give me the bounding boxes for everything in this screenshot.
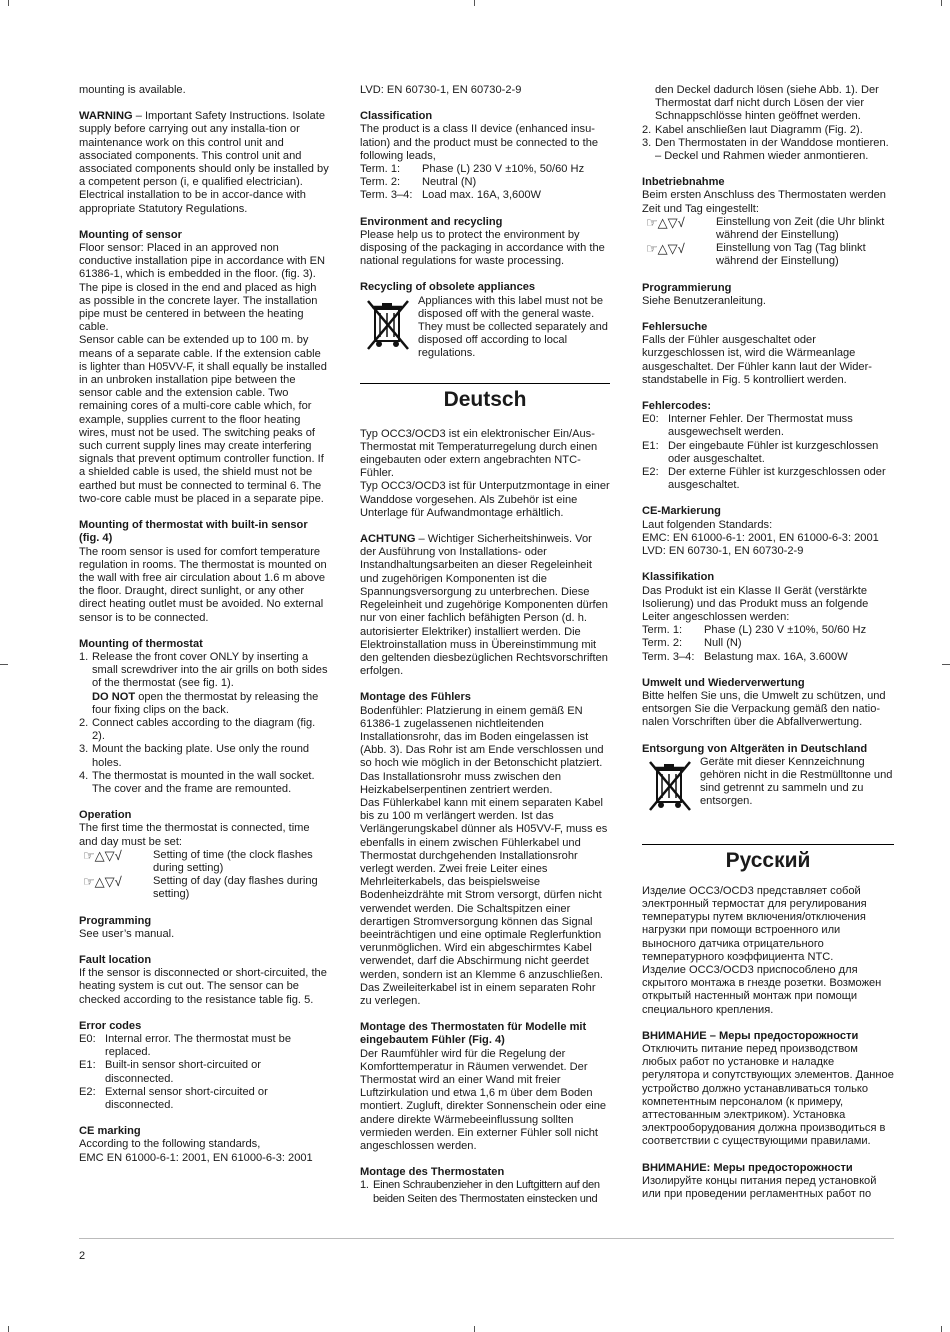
warning-paragraph xyxy=(79,110,331,216)
umwelt-paragraph: Bitte helfen Sie uns, die Umwelt zu schützen, und entsorgen Sie die Verpackung gemäß den natio-nalen Vorschriften über die Abfallverwertung. xyxy=(642,689,886,729)
de-mount-heading: Montage des Thermostaten xyxy=(360,1166,505,1179)
button-symbols-icon: ☞△▽√ xyxy=(646,214,685,230)
deutsch-heading: Deutsch xyxy=(360,383,610,412)
list-text: Einen Schraubenzieher in den Luftgittern auf den beiden Seiten des Thermostaten einstecken und xyxy=(373,1179,600,1205)
achtung-paragraph xyxy=(360,533,610,678)
list-item xyxy=(79,770,331,796)
terminal-row xyxy=(360,163,610,176)
list-number: 2. xyxy=(642,123,652,136)
list-item xyxy=(79,651,331,717)
list-text: Mount the backing plate. Use only the round holes. xyxy=(92,743,310,769)
list-text: open the thermostat by releasing the four fixing clips on the back. xyxy=(92,690,319,716)
terminal-value: Phase (L) 230 V ±10%, 50/60 Hz xyxy=(422,163,585,176)
warning-label: WARNING xyxy=(79,110,133,123)
intro-text: mounting is available. xyxy=(79,84,186,96)
recycling-text: Appliances with this label must not be disposed off with the general waste. They must be collected separately and disposed off according to local regulations. xyxy=(418,294,608,360)
terminal-label: Term. 2: xyxy=(360,176,401,189)
klassifikation-paragraph: Das Produkt ist ein Klasse II Gerät (verstärkte Isolierung) und das Produkt muss an folgende Leiter angeschlossen werden: xyxy=(642,584,869,623)
ce-lvd: LVD: EN 60730-1, EN 60730-2-9 xyxy=(642,545,804,558)
setting-day-row xyxy=(79,875,331,901)
column-english xyxy=(79,84,331,1165)
footer-divider xyxy=(79,1238,894,1239)
list-number: 3. xyxy=(79,743,89,756)
entsorgung-text: Geräte mit dieser Kennzeichnung gehören nicht in die Restmülltonne und sind getrennt zu sammeln und zu entsorgen. xyxy=(700,755,893,808)
environment-heading: Environment and recycling xyxy=(360,215,503,228)
terminal-value: Null (N) xyxy=(704,637,742,650)
crop-mark xyxy=(8,0,9,6)
terminal-row xyxy=(642,651,894,664)
fehlersuche-paragraph: Falls der Fühler ausgeschaltet oder kurzgeschlossen ist, wird die Wärmeanlage ausgeschaltet. Der Fühler kann laut der Wider-standstabelle in Fig. 5 kontrolliert werden. xyxy=(642,334,872,386)
list-number: 2. xyxy=(79,716,89,729)
error-code-item xyxy=(79,1086,331,1112)
de-intro-1: Typ OCC3/OCD3 ist ein elektronischer Ein/Aus-Thermostat mit Temperaturregelung durch einen eingebauten oder extern angebrachten NTC-Fühler. xyxy=(360,427,598,480)
crop-mark xyxy=(8,1326,9,1332)
ce-standards: EMC EN 61000-6-1: 2001, EN 61000-6-3: 2001 xyxy=(79,1151,313,1164)
fault-paragraph: If the sensor is disconnected or short-circuited, the heating system is cut out. The sensor can be checked according to the resistance table fig. 5. xyxy=(79,967,327,1006)
list-text: Release the front cover ONLY by inserting a small screwdriver into the air grills on both sides of the thermostat (see fig. 1). xyxy=(92,650,328,690)
terminal-value: Load max. 16A, 3,600W xyxy=(422,189,542,202)
ce-emc: EMC: EN 61000-6-1: 2001, EN 61000-6-3: 2001 xyxy=(642,531,879,544)
error-code: E1: xyxy=(79,1059,96,1072)
list-text: The thermostat is mounted in the wall socket. The cover and the frame are remounted. xyxy=(92,769,315,795)
setting-day-text: Setting of day (day flashes during setting) xyxy=(153,875,318,901)
de-mount-list xyxy=(360,1179,610,1205)
fuehler-heading: Montage des Fühlers xyxy=(360,691,471,704)
programming-text: See user’s manual. xyxy=(79,927,175,940)
setting-time-text: Setting of time (the clock flashes during setting) xyxy=(153,848,313,874)
error-text: Der eingebaute Fühler ist kurzgeschlossen oder ausgeschaltet. xyxy=(668,439,879,465)
ru-warning-paragraph-1: Отключить питание перед производством любых работ по установке и наладке регулятора и сопутствующих элементов. Данное устройство должно устанавливаться только компетентным персоналом (к примеру, аттестованным электриком). Установка электрооборудования должна производиться в соответствии с существующими правилами. xyxy=(642,1042,894,1148)
setting-day-text: Einstellung von Tag (Tag blinkt während der Einstellung) xyxy=(716,242,866,268)
do-not-label: DO NOT xyxy=(92,690,136,703)
setting-time-row xyxy=(642,216,894,242)
achtung-text: – Wichtiger Sicherheitshinweis. Vor der Ausführung von Installations- oder Instandhaltungsarbeiten an dieser Regeleinheit und zugehörigen Komponenten ist die Spannungsversorgung zu unterbrechen. Diese Regeleinheit und zugehörige Komponenten dürfen nur von einer fachlich befähigten Person (d. h. autorisierter Elektriker) installiert werden. Die Elektroinstallation muss in Übereinstimmung mit den geltenden diesbezüglichen Rechtsvorschriften erfolgen. xyxy=(360,533,608,678)
list-number: 1. xyxy=(79,650,89,663)
terminal-value: Neutral (N) xyxy=(422,176,477,189)
crop-mark xyxy=(474,1326,475,1332)
crossed-bin-icon xyxy=(360,295,418,353)
list-number: 3. xyxy=(642,136,652,149)
recycling-heading: Recycling of obsolete appliances xyxy=(360,281,536,294)
builtin-heading: Mounting of thermostat with built-in sensor (fig. 4) xyxy=(79,519,308,545)
list-number: 1. xyxy=(360,1179,369,1192)
programmierung-heading: Programmierung xyxy=(642,281,732,294)
crop-mark xyxy=(941,1326,942,1332)
error-text: External sensor short-circuited or disconnected. xyxy=(105,1085,268,1112)
de-mount-continued: den Deckel dadurch lösen (siehe Abb. 1). Der Thermostat darf nicht durch Lösen der vier Schnappschlösse hinten geöffnet werden. xyxy=(655,84,879,123)
recycling-block xyxy=(642,756,894,814)
ce-text: Laut folgenden Standards: xyxy=(642,518,773,531)
error-code: E0: xyxy=(642,413,659,426)
terminal-value: Belastung max. 16A, 3.600W xyxy=(704,650,848,663)
error-code-item xyxy=(642,440,894,466)
klassifikation-heading: Klassifikation xyxy=(642,571,715,584)
ce-markierung-heading: CE-Markierung xyxy=(642,505,721,518)
error-code: E2: xyxy=(79,1085,96,1098)
ru-warning-paragraph-2: Изолируйте концы питания перед установкой или при проведении регламентных работ по xyxy=(642,1174,877,1200)
de-builtin-paragraph: Der Raumfühler wird für die Regelung der Komforttemperatur in Räumen verwendet. Der Thermostat wird an einer Wand mit freier Luftzirkulation und etwa 1,6 m über dem Boden montiert. Zugluft, direkter Sonnenschein oder eine andere direkte Wärmebeeinflussung sollten vermieden werden. Ein externer Fühler soll nicht angeschlossen werden. xyxy=(360,1047,607,1153)
operation-paragraph: The first time the thermostat is connected, time and day must be set: xyxy=(79,822,310,848)
button-symbols-icon: ☞△▽√ xyxy=(83,847,122,863)
terminal-row xyxy=(360,176,610,189)
fehlercodes-heading: Fehlercodes: xyxy=(642,400,712,413)
column-english-german xyxy=(360,84,610,1206)
de-mount-list xyxy=(642,124,894,164)
list-item xyxy=(360,1179,610,1205)
programming-heading: Programming xyxy=(79,914,152,927)
crop-mark xyxy=(474,0,475,6)
terminal-label: Term. 1: xyxy=(642,624,683,637)
button-symbols-icon: ☞△▽√ xyxy=(646,241,685,257)
de-intro-2: Typ OCC3/OCD3 ist für Unterputzmontage in einer Wanddose vorgesehen. Als Zubehör ist eine Unterlage für Aufwandmontage erhältlich. xyxy=(360,480,610,519)
crop-mark xyxy=(942,664,950,665)
lvd-text: LVD: EN 60730-1, EN 60730-2-9 xyxy=(360,84,522,96)
sensor-paragraph-1: Floor sensor: Placed in an approved non conductive installation pipe in accordance with EN 61386-1, which is embedded in the floor. (fig. 3). The pipe is closed in the end and placed as high as possible in the concrete layer. The installation pipe must be centered in between the heating cable. xyxy=(79,242,326,334)
list-text: Connect cables according to the diagram (fig. 2). xyxy=(92,716,316,743)
crossed-bin-icon xyxy=(642,756,700,814)
crop-mark xyxy=(941,0,942,6)
entsorgung-heading: Entsorgung von Altgeräten in Deutschland xyxy=(642,742,868,755)
list-text: Kabel anschließen laut Diagramm (Fig. 2). xyxy=(655,123,863,136)
error-text: Internal error. The thermostat must be replaced. xyxy=(105,1033,292,1059)
list-item xyxy=(642,137,894,163)
terminal-row xyxy=(642,624,894,637)
terminal-row xyxy=(642,637,894,650)
error-code-item xyxy=(642,413,894,439)
programmierung-text: Siehe Benutzeranleitung. xyxy=(642,294,766,307)
terminal-label: Term. 3–4: xyxy=(642,650,695,663)
list-item xyxy=(79,743,331,769)
recycling-block xyxy=(360,295,610,361)
setting-day-row xyxy=(642,242,894,268)
ru-intro-1: Изделие OCC3/OCD3 представляет собой электронный термостат для регулирования температуры путем включения/отключения нагрузки при помощи встроенного или выносного датчика отрицательного температурного коэффициента NTC. xyxy=(642,884,867,963)
ru-warning-heading-1: ВНИМАНИЕ – Меры предосторожности xyxy=(642,1029,859,1042)
classification-heading: Classification xyxy=(360,110,433,123)
error-code-item xyxy=(642,466,894,492)
achtung-label: ACHTUNG xyxy=(360,533,416,546)
builtin-paragraph: The room sensor is used for comfort temperature regulation in rooms. The thermostat is mounted on the wall with free air circulation about 1.6 m above the floor. Draught, direct sunlight, or any other direct heating outlet must be avoided. No external sensor is to be connected. xyxy=(79,545,327,624)
mounting-list xyxy=(79,651,331,796)
error-code-item xyxy=(79,1033,331,1059)
operation-heading: Operation xyxy=(79,809,132,822)
error-code-item xyxy=(79,1059,331,1085)
inbetrieb-heading: Inbetriebnahme xyxy=(642,176,725,189)
classification-paragraph: The product is a class II device (enhanced insu-lation) and the product must be connected to the following leads, xyxy=(360,123,599,162)
fuehler-paragraph-2: Das Fühlerkabel kann mit einem separaten Kabel bis zu 100 m verlängert werden. Ist das Verlängerungskabel dünner als H05VV-F, muss es ebenfalls in einem zwischen Fühlerkabel und Thermostat durchgehenden Installationsrohr verlegt werden. Zwei freie Leiter eines Mehrleiterkabels, das beispielsweise Bodenheizdrähte mit Strom versorgt, dürfen nicht verwendet werden. Die Schaltspitzen einer derartigen Stromversorgung können das Signal beeinträchtigen und eine optimale Reglerfunktion verunmöglichen. Wird ein abgeschirmtes Kabel verwendet, darf die Abschirmung nicht geerdet werden, sondern ist an Klemme 6 anzuschließen. Das Zweileiterkabel ist in einem separaten Rohr zu verlegen. xyxy=(360,796,608,1007)
error-code: E2: xyxy=(642,466,659,479)
terminal-row xyxy=(360,189,610,202)
terminal-value: Phase (L) 230 V ±10%, 50/60 Hz xyxy=(704,624,867,637)
column-german-russian xyxy=(642,84,894,1201)
terminal-label: Term. 3–4: xyxy=(360,189,413,202)
error-heading: Error codes xyxy=(79,1019,142,1032)
sensor-heading: Mounting of sensor xyxy=(79,228,182,241)
terminal-label: Term. 2: xyxy=(642,637,683,650)
terminal-label: Term. 1: xyxy=(360,163,401,176)
button-symbols-icon: ☞△▽√ xyxy=(83,874,122,890)
error-text: Built-in sensor short-circuited or disconnected. xyxy=(105,1059,261,1085)
russian-heading: Русский xyxy=(642,844,894,873)
fault-heading: Fault location xyxy=(79,953,152,966)
list-item xyxy=(642,124,894,137)
setting-time-text: Einstellung von Zeit (die Uhr blinkt während der Einstellung) xyxy=(716,215,885,242)
ru-intro-2: Изделие OCC3/OCD3 приспособлено для скрытого монтажа в гнезде розетки. Возможен открытый настенный монтаж при помощи специального крепления. xyxy=(642,963,882,1016)
ru-warning-heading-2: ВНИМАНИЕ: Меры предосторожности xyxy=(642,1161,853,1174)
crop-mark xyxy=(0,664,8,665)
error-code: E0: xyxy=(79,1033,96,1045)
list-item xyxy=(79,717,331,743)
de-builtin-heading: Montage des Thermostaten für Modelle mit eingebautem Fühler (Fig. 4) xyxy=(360,1021,587,1047)
fuehler-paragraph-1: Bodenfühler: Platzierung in einem gemäß EN 61386-1 zugelassenen nichtleitenden Installationsrohr, das im Boden eingelassen ist (Abb. 3). Das Rohr ist am Ende verschlossen und so hoch wie möglich in der Betonschicht platziert. Das Installationsrohr muss zwischen den Heizkabelserpentinen zentriert werden. xyxy=(360,704,604,796)
environment-paragraph: Please help us to protect the environment by disposing of the packaging in accordance with the national regulations for waste processing. xyxy=(360,228,605,268)
warning-text: – Important Safety Instructions. Isolate supply before carrying out any installa-tion or maintenance work on this control unit and associated components. This control unit and associated components should only be installed by a competent person (i, e qualified electrician). Electrical installation to be in accor-dance with appropriate Statutory Regulations. xyxy=(79,110,329,215)
inbetrieb-paragraph: Beim ersten Anschluss des Thermostaten werden Zeit und Tag eingestellt: xyxy=(642,189,886,215)
umwelt-heading: Umwelt und Wiederverwertung xyxy=(642,676,805,689)
mounting-heading: Mounting of thermostat xyxy=(79,637,203,650)
page-number: 2 xyxy=(79,1250,86,1262)
error-code: E1: xyxy=(642,439,659,452)
sensor-paragraph-2: Sensor cable can be extended up to 100 m. by means of a separate cable. If the extension cable is lighter than H05VV-F, it shall equally be installed in an unbroken installation pipe between the sensor cable and the extension cable. Two remaining cores of a multi-core cable which, for example, supplies current to the floor heating wires, must not be used. The switching peaks of such current supply lines may create interfering signals that prevent optimum controller function. If a shielded cable is used, the shield must not be earthed but must be connected to terminal 6. The two-core cable must be placed in a separate pipe. xyxy=(79,334,327,505)
ce-heading: CE marking xyxy=(79,1125,141,1138)
setting-time-row xyxy=(79,849,331,875)
fehlersuche-heading: Fehlersuche xyxy=(642,321,708,334)
error-text: Der externe Fühler ist kurzgeschlossen oder ausgeschaltet. xyxy=(668,466,886,492)
error-text: Interner Fehler. Der Thermostat muss ausgewechselt werden. xyxy=(668,413,853,439)
list-number: 4. xyxy=(79,769,89,782)
list-text: Den Thermostaten in der Wanddose montieren. – Deckel und Rahmen wieder anmontieren. xyxy=(655,136,889,163)
ce-text: According to the following standards, xyxy=(79,1138,261,1151)
